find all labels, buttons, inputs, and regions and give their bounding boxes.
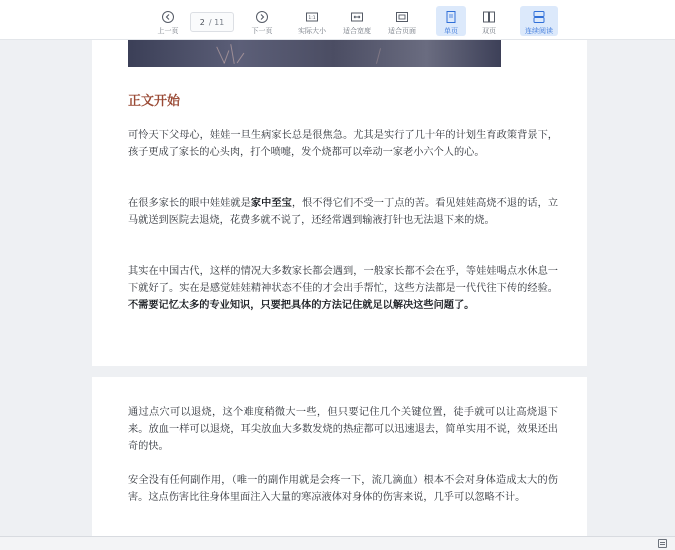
paragraph: 可怜天下父母心，娃娃一旦生病家长总是很焦急。尤其是实行了几十年的计划生育政策背景下，孩子更成了家长的心头肉，打个喷嚏，发个烧都可以牵动一家老小六个人的心。 — [128, 130, 558, 158]
svg-text:1:1: 1:1 — [308, 16, 316, 21]
document-page — [92, 0, 587, 366]
reader-toolbar — [0, 0, 675, 40]
arrow-right-circle-icon — [255, 10, 269, 24]
actual-size-button[interactable] — [294, 6, 330, 36]
single-page-label: 单页 — [444, 27, 458, 35]
fit-width-button[interactable] — [339, 6, 375, 36]
fit-page-icon — [395, 10, 409, 24]
prev-page-label: 上一页 — [157, 27, 179, 35]
double-page-icon — [482, 10, 496, 24]
actual-size-icon — [305, 10, 319, 24]
double-page-button[interactable] — [474, 6, 504, 36]
page-indicator[interactable] — [190, 12, 234, 32]
next-page-button[interactable] — [246, 6, 278, 36]
paragraph: 安全没有任何副作用，（唯一的副作用就是会疼一下，流几滴血）根本不会对身体造成太大的伤害。这点伤害比往身体里面注入大量的寒凉液体对身体的伤害来说，几乎可以忽略不计。 — [128, 475, 558, 503]
single-page-icon — [444, 10, 458, 24]
fit-width-icon — [350, 10, 364, 24]
fit-width-label: 适合宽度 — [343, 27, 371, 35]
paragraph: 在很多家长的眼中娃娃就是家中至宝，恨不得它们不受一丁点的苦。看见娃娃高烧不退的话，立马就送到医院去退烧，花费多就不说了，还经常遇到输液打针也无法退下来的烧。 — [128, 198, 559, 226]
next-page-label: 下一页 — [251, 27, 273, 35]
double-page-label: 双页 — [482, 27, 496, 35]
total-pages: / 11 — [208, 17, 225, 27]
arrow-left-circle-icon — [161, 10, 175, 24]
actual-size-label: 实际大小 — [298, 27, 326, 35]
fit-page-label: 适合页面 — [388, 27, 416, 35]
status-bar — [0, 536, 675, 550]
article-image — [128, 40, 501, 67]
prev-page-button[interactable] — [152, 6, 184, 36]
paragraph: 其实在中国古代，这样的情况大多数家长都会遇到，一般家长都不会在乎，等娃娃喝点水休息一下就好了。实在是感觉娃娃精神状态不佳的才会出手帮忙，这些方法都是一代代往下传的经验。不需要记忆太多的专业知识，只要把具体的方法记住就足以解决这些问题了。 — [128, 266, 558, 311]
continuous-reading-button[interactable] — [520, 6, 558, 36]
fit-page-button[interactable] — [384, 6, 420, 36]
continuous-scroll-icon — [532, 10, 546, 24]
paragraph: 通过点穴可以退烧，这个难度稍微大一些，但只要记住几个关键位置，徒手就可以让高烧退下来。放血一样可以退烧，耳尖放血大多数发烧的热症都可以迅速退去，简单实用不说，效果还出奇的快。 — [128, 407, 558, 452]
section-title: 正文开始 — [128, 94, 181, 109]
emphasis-text: 家中至宝 — [250, 198, 292, 209]
emphasis-text: 不需要记忆太多的专业知识，只要把具体的方法记住就足以解决这些问题了。 — [128, 300, 475, 311]
sidebar-toggle-icon[interactable] — [658, 539, 667, 548]
continuous-reading-label: 连续阅读 — [525, 27, 553, 35]
single-page-button[interactable] — [436, 6, 466, 36]
current-page-input[interactable]: 2 — [199, 17, 205, 27]
document-page — [92, 377, 587, 550]
